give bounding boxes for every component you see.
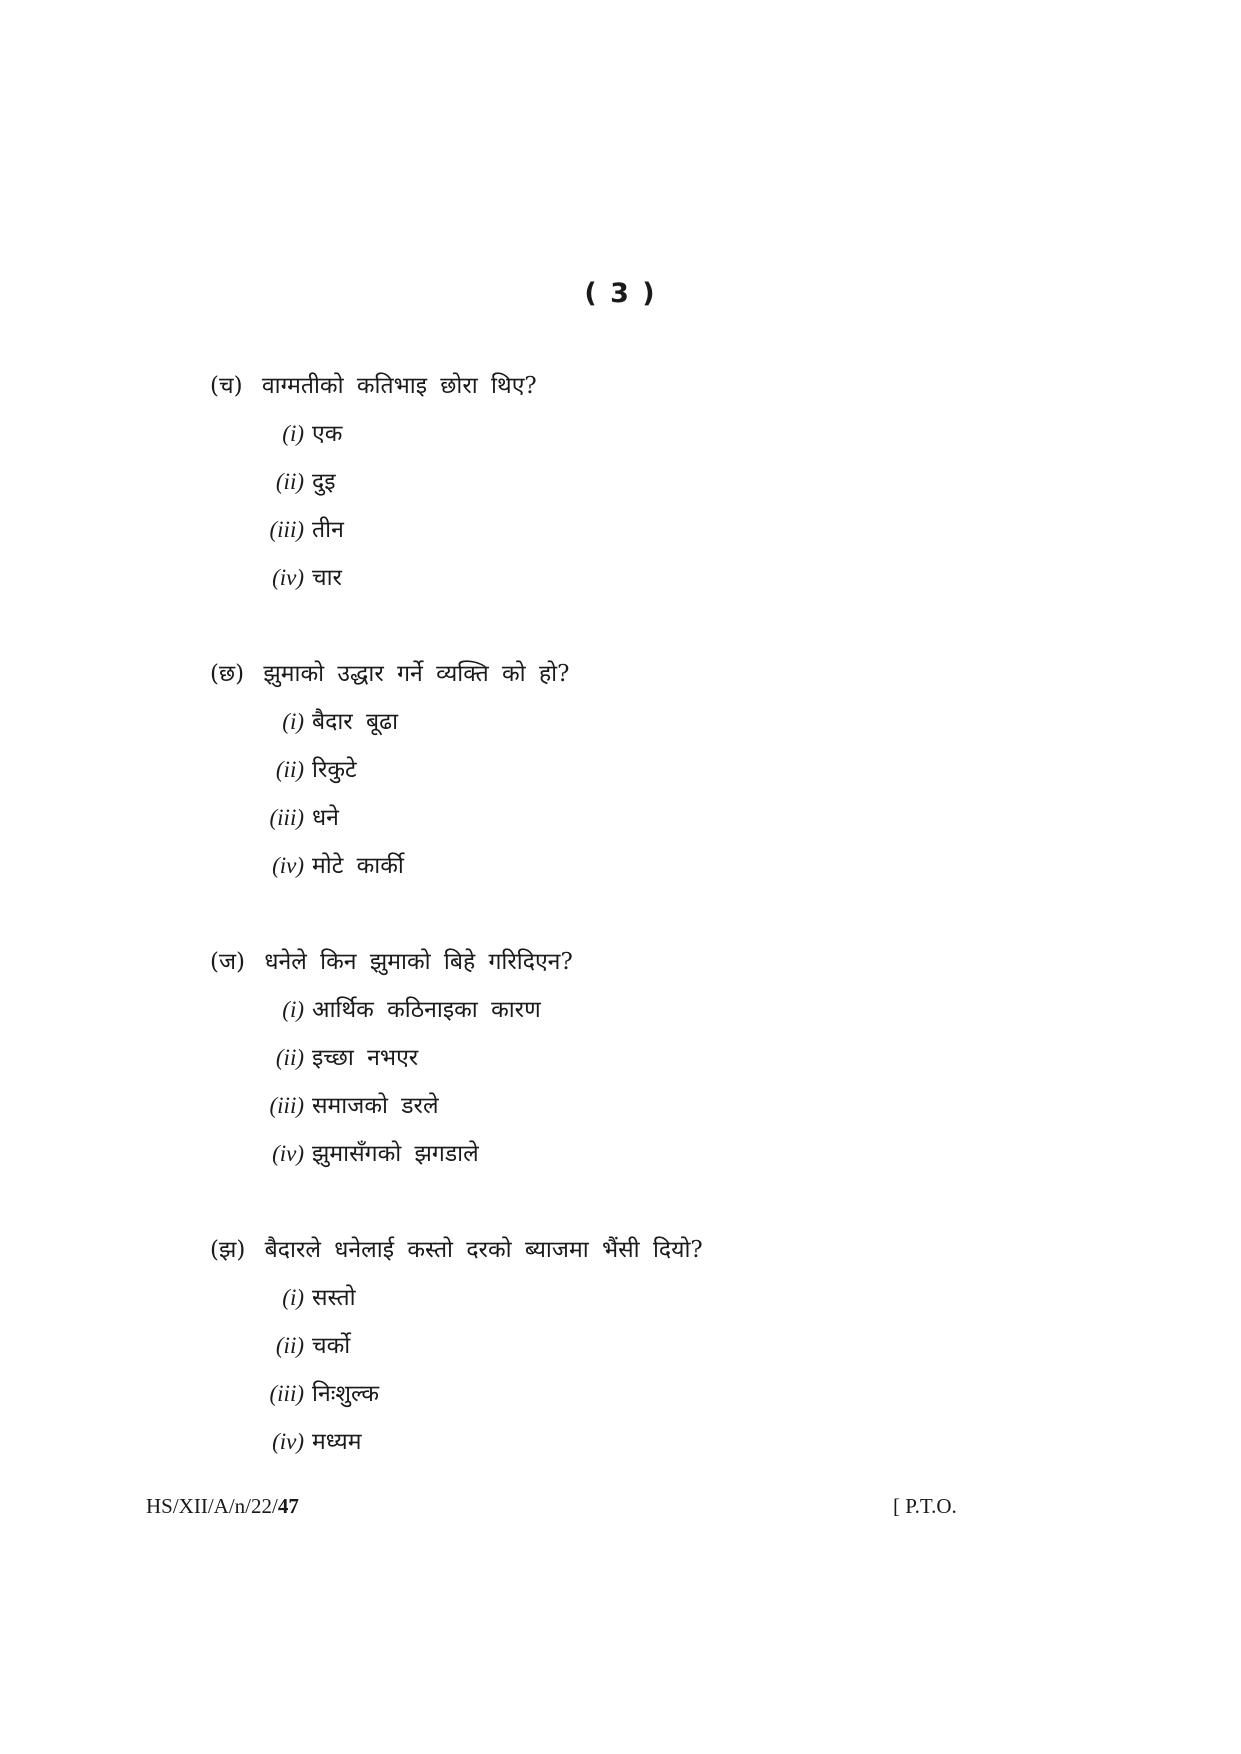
option-i [210,1280,1110,1316]
option-number: (iii) [269,517,304,542]
option-ii [210,464,1110,500]
question-stem [210,368,1110,404]
option-number: (ii) [275,757,304,782]
option-text: एक [312,421,343,447]
question-chha [210,656,1110,884]
question-stem [210,1232,1110,1268]
option-text: झुमासँगको झगडाले [312,1141,479,1167]
option-text: इच्छा नभएर [312,1045,419,1071]
option-text: रिकुटे [312,757,357,783]
option-number: (iv) [272,853,304,878]
option-text: दुइ [312,469,336,495]
option-text: सस्तो [312,1285,356,1311]
option-ii [210,1040,1110,1076]
option-number: (iii) [269,1381,304,1406]
question-stem [210,656,1110,692]
pto-label: [ P.T.O. [893,1494,957,1518]
question-cha [210,368,1110,596]
option-number: (i) [282,997,304,1022]
option-number: (i) [282,709,304,734]
option-iv [210,1424,1110,1460]
option-iv [210,1136,1110,1172]
question-text: वाग्मतीको कतिभाइ छोरा थिए? [261,373,537,399]
option-number: (iii) [269,805,304,830]
option-text: आर्थिक कठिनाइका कारण [312,997,541,1023]
option-i [210,704,1110,740]
option-number: (ii) [275,1333,304,1358]
option-text: समाजको डरले [312,1093,439,1119]
option-number: (i) [282,1285,304,1310]
option-iii [210,512,1110,548]
option-ii [210,752,1110,788]
question-text: बैदारले धनेलाई कस्तो दरको ब्याजमा भैंसी दियो? [264,1237,703,1263]
question-jha [210,1232,1110,1460]
option-number: (iv) [272,1429,304,1454]
option-number: (iv) [272,565,304,590]
option-iii [210,800,1110,836]
option-i [210,992,1110,1028]
question-marker: (ज) [210,949,246,975]
option-ii [210,1328,1110,1364]
option-iii [210,1088,1110,1124]
option-text: बैदार बूढा [312,709,399,735]
option-text: निःशुल्क [312,1381,380,1407]
option-number: (iii) [269,1093,304,1118]
paper-code-prefix: HS/XII/A/n/22/ [146,1494,278,1518]
option-text: मोटे कार्की [312,853,404,879]
option-number: (ii) [275,469,304,494]
question-marker: (झ) [210,1237,246,1263]
option-text: चार [312,565,342,591]
page-number: ( 3 ) [584,278,657,309]
option-number: (i) [282,421,304,446]
question-text: धनेले किन झुमाको बिहे गरिदिएन? [264,949,573,975]
option-text: मध्यम [312,1429,362,1455]
question-stem [210,944,1110,980]
question-ja [210,944,1110,1172]
question-marker: (छ) [210,661,245,687]
option-number: (iv) [272,1141,304,1166]
paper-code-suffix: 47 [277,1494,299,1518]
paper-code [146,1494,299,1519]
option-text: तीन [312,517,344,543]
option-iii [210,1376,1110,1412]
option-number: (ii) [275,1045,304,1070]
option-text: धने [312,805,339,831]
question-marker: (च) [210,373,243,399]
question-text: झुमाको उद्धार गर्ने व्यक्ति को हो? [263,661,570,687]
option-iv [210,848,1110,884]
option-text: चर्को [312,1333,351,1359]
option-i [210,416,1110,452]
option-iv [210,560,1110,596]
